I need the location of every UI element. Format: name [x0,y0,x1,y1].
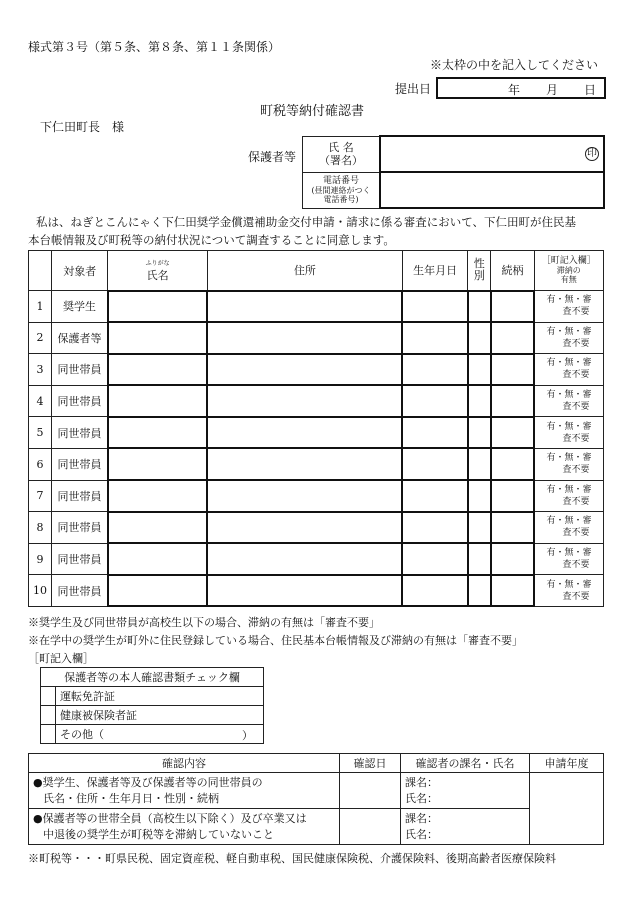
confirm-year[interactable] [530,773,604,845]
confirm-row-1: ●奨学生、保護者等及び保護者等の同世帯員の 氏名・住所・生年月日・性別・続柄 [29,773,340,809]
row-address-field[interactable] [207,575,402,607]
row-subject: 奨学生 [52,291,108,323]
id-item-license: 運転免許証 [56,687,264,706]
table-row [29,448,604,480]
row-dob-field[interactable] [402,322,467,354]
row-arrears-status: 有・無・審 査不要 [534,417,603,449]
row-sex-field[interactable] [468,417,491,449]
row-relation-field[interactable] [491,480,534,512]
table-row [29,480,604,512]
row-arrears-status: 有・無・審 査不要 [534,354,603,386]
row-arrears-status: 有・無・審 査不要 [534,385,603,417]
confirm-date-1[interactable] [340,773,401,809]
row-name-field[interactable] [108,480,208,512]
row-dob-field[interactable] [402,417,467,449]
row-name-field[interactable] [108,291,208,323]
row-sex-field[interactable] [468,291,491,323]
note-1: ※奨学生及び同世帯員が高校生以下の場合、滞納の有無は「審査不要」 [28,616,380,629]
footer-note: ※町税等・・・町県民税、固定資産税、軽自動車税、国民健康保険税、介護保険料、後期高齢者医療保険料 [28,852,556,865]
row-arrears-status: 有・無・審 査不要 [534,575,603,607]
row-number: 8 [29,512,52,544]
note-2: ※在学中の奨学生が町外に住民登録している場合、住民基本台帳情報及び滞納の有無は「審査不要」 [28,634,523,647]
row-dob-field[interactable] [402,575,467,607]
subject-table-header [29,251,604,291]
row-name-field[interactable] [108,512,208,544]
row-subject: 保護者等 [52,322,108,354]
table-row [29,543,604,575]
guardian-name-field[interactable] [380,136,604,172]
row-name-field[interactable] [108,385,208,417]
row-sex-field[interactable] [468,448,491,480]
row-arrears-status: 有・無・審 査不要 [534,322,603,354]
row-arrears-status: 有・無・審 査不要 [534,291,603,323]
guardian-label: 保護者等 [248,150,297,164]
row-subject: 同世帯員 [52,543,108,575]
row-arrears-status: 有・無・審 査不要 [534,543,603,575]
row-relation-field[interactable] [491,354,534,386]
row-name-field[interactable] [108,417,208,449]
row-arrears-status: 有・無・審 査不要 [534,512,603,544]
row-arrears-status: 有・無・審 査不要 [534,448,603,480]
consent-line-1: 私は、ねぎとこんにゃく下仁田奨学金償還補助金交付申請・請求に係る審査において、下仁田町が住民基 [36,215,577,229]
addressee: 下仁田町長 様 [40,120,125,134]
col-address: 住所 [207,251,402,291]
row-subject: 同世帯員 [52,512,108,544]
row-address-field[interactable] [207,512,402,544]
row-name-field[interactable] [108,322,208,354]
row-sex-field[interactable] [468,512,491,544]
table-row [29,575,604,607]
row-subject: 同世帯員 [52,385,108,417]
row-relation-field[interactable] [491,512,534,544]
row-relation-field[interactable] [491,322,534,354]
col-name: ふりがな 氏名 [108,251,208,291]
row-name-field[interactable] [108,543,208,575]
row-dob-field[interactable] [402,543,467,575]
id-check-title: 保護者等の本人確認書類チェック欄 [41,668,264,687]
row-sex-field[interactable] [468,480,491,512]
row-address-field[interactable] [207,322,402,354]
row-dob-field[interactable] [402,354,467,386]
row-sex-field[interactable] [468,575,491,607]
check-box-insurance[interactable] [41,706,56,725]
row-name-field[interactable] [108,575,208,607]
row-subject: 同世帯員 [52,480,108,512]
row-dob-field[interactable] [402,512,467,544]
row-sex-field[interactable] [468,354,491,386]
month-label: 月 [546,83,559,97]
id-item-other[interactable]: その他（ ） [56,725,264,744]
check-box-license[interactable] [41,687,56,706]
row-address-field[interactable] [207,480,402,512]
other-close-paren: ） [242,729,253,742]
table-row [29,354,604,386]
row-number: 9 [29,543,52,575]
instruction-note: ※太枠の中を記入してください [430,58,599,72]
row-number: 1 [29,291,52,323]
col-town-entry: ［町記入欄］ 滞納の 有無 [534,251,603,291]
h-person: 確認者の課名・氏名 [401,754,530,773]
h-date: 確認日 [340,754,401,773]
row-relation-field[interactable] [491,291,534,323]
row-address-field[interactable] [207,354,402,386]
seal-mark: 印 [587,148,597,159]
h-content: 確認内容 [29,754,340,773]
row-number: 4 [29,385,52,417]
row-relation-field[interactable] [491,385,534,417]
row-address-field[interactable] [207,385,402,417]
row-dob-field[interactable] [402,291,467,323]
col-relation: 続柄 [491,251,534,291]
table-row [29,417,604,449]
subject-table [28,250,604,607]
id-check-table [40,667,264,744]
row-dob-field[interactable] [402,385,467,417]
row-relation-field[interactable] [491,543,534,575]
col-subject: 対象者 [52,251,108,291]
check-box-other[interactable] [41,725,56,744]
row-number: 3 [29,354,52,386]
row-number: 10 [29,575,52,607]
submit-date-field[interactable] [436,77,606,99]
name-label-cell: 氏 名 （署名） [303,136,381,172]
consent-line-2: 本台帳情報及び町税等の納付状況について調査することに同意します。 [28,233,395,247]
col-dob: 生年月日 [402,251,467,291]
confirm-person-1[interactable]: 課名： 氏名： [401,773,530,809]
row-number: 7 [29,480,52,512]
confirm-date-2[interactable] [340,809,401,845]
year-label: 年 [508,83,521,97]
page-title: 町税等納付確認書 [260,104,365,119]
table-row [29,385,604,417]
table-row [29,291,604,323]
row-address-field[interactable] [207,543,402,575]
row-name-field[interactable] [108,448,208,480]
row-sex-field[interactable] [468,543,491,575]
row-name-field[interactable] [108,354,208,386]
row-relation-field[interactable] [491,417,534,449]
confirm-table [28,753,604,845]
confirm-row-2: ●保護者等の世帯全員（高校生以下除く）及び卒業又は 中退後の奨学生が町税等を滞納していないこと [29,809,340,845]
col-sex: 性 別 [468,251,491,291]
town-section-label: ［町記入欄］ [28,652,94,665]
row-number: 2 [29,322,52,354]
row-address-field[interactable] [207,417,402,449]
row-number: 5 [29,417,52,449]
row-subject: 同世帯員 [52,417,108,449]
row-relation-field[interactable] [491,448,534,480]
guardian-phone-field[interactable] [380,172,604,208]
phone-label-cell: 電話番号 (昼間連絡がつく 電話番号) [303,172,381,208]
row-dob-field[interactable] [402,480,467,512]
submit-date-label: 提出日 [395,82,432,96]
confirm-person-2[interactable]: 課名： 氏名： [401,809,530,845]
row-subject: 同世帯員 [52,448,108,480]
row-subject: 同世帯員 [52,354,108,386]
row-number: 6 [29,448,52,480]
row-subject: 同世帯員 [52,575,108,607]
guardian-table [302,135,605,209]
row-dob-field[interactable] [402,448,467,480]
row-arrears-status: 有・無・審 査不要 [534,480,603,512]
day-label: 日 [584,83,597,97]
row-address-field[interactable] [207,448,402,480]
row-relation-field[interactable] [491,575,534,607]
id-item-insurance: 健康被保険者証 [56,706,264,725]
row-sex-field[interactable] [468,385,491,417]
table-row [29,512,604,544]
table-row [29,322,604,354]
row-address-field[interactable] [207,291,402,323]
row-sex-field[interactable] [468,322,491,354]
form-number: 様式第３号（第５条、第８条、第１１条関係） [28,40,281,54]
h-year: 申請年度 [530,754,604,773]
